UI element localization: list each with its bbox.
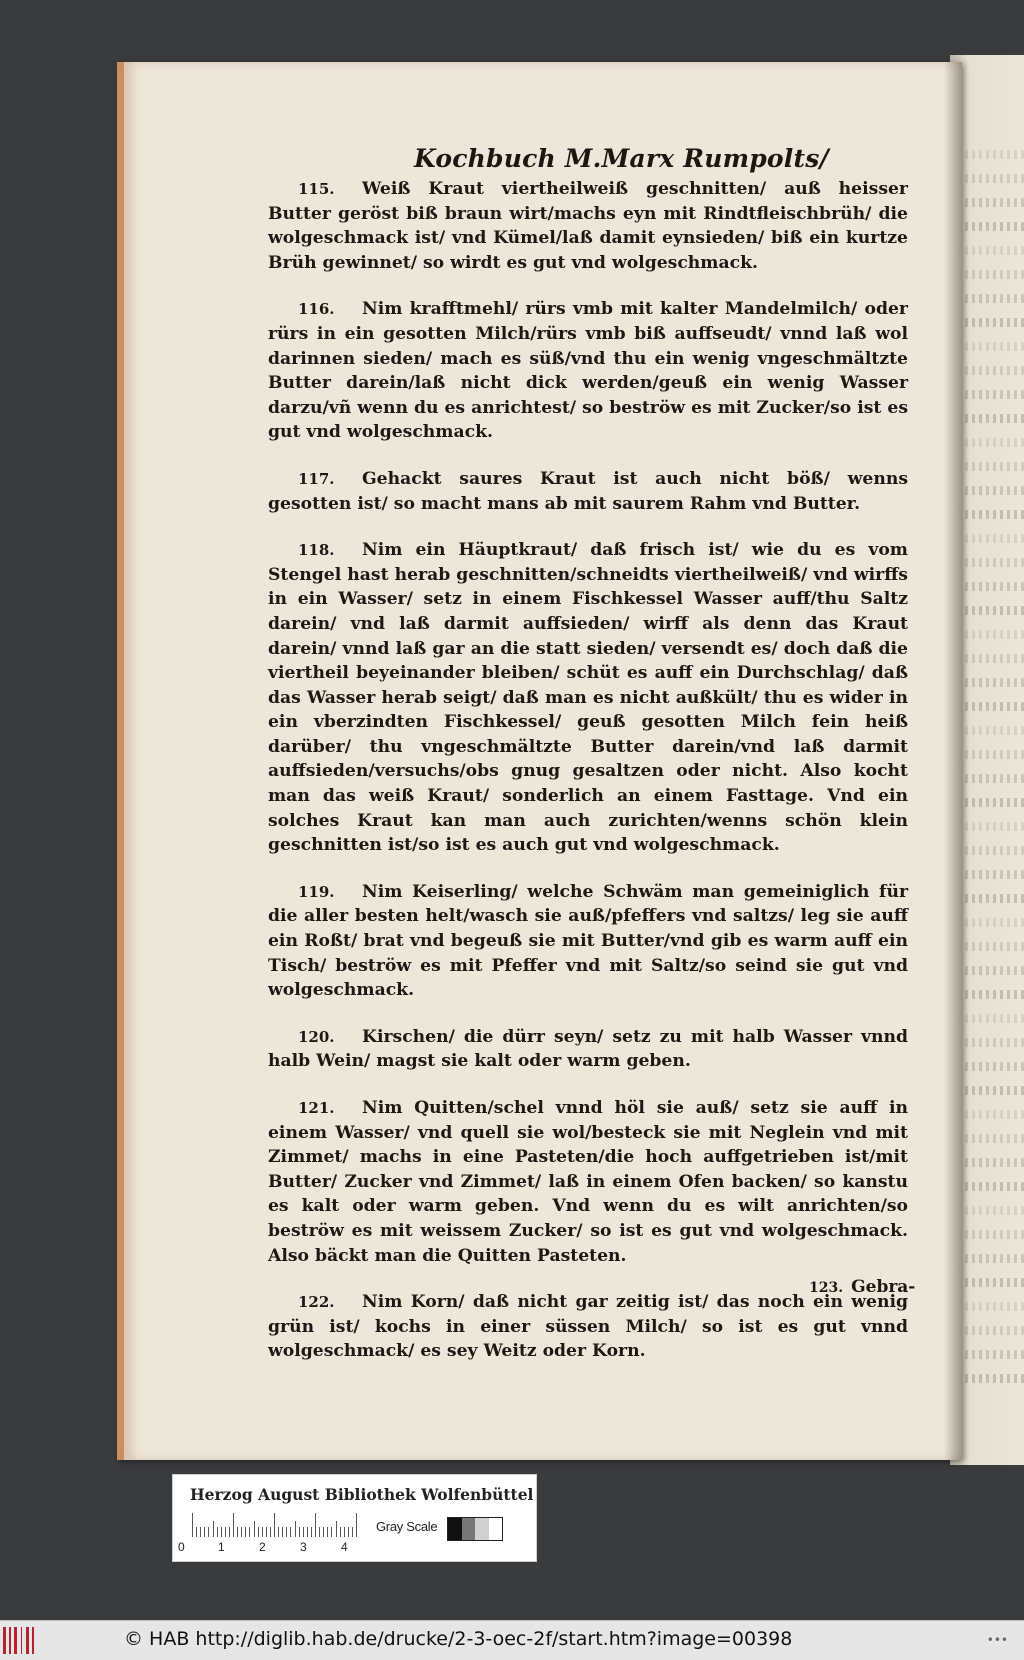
gray-swatch bbox=[448, 1518, 462, 1540]
opposite-page-text-line bbox=[958, 750, 1024, 759]
hab-barcode-logo-icon[interactable] bbox=[3, 1627, 47, 1654]
opposite-page-text-line bbox=[958, 582, 1024, 591]
recipe-text: Nim ein Häuptkraut/ daß frisch ist/ wie du es vom Stengel hast herab geschnitten/schneidts viertheilweiß/ vnd wirffs in ein Wasser/ setz in einem Fischkessel Wasser auff/thu Saltz darein/ vnd laß darmit auffsieden/ wirff als denn das Kraut darein/ vnnd laß gar an die statt sieden/ versendt es/ doch daß die viertheil beyeinander bleiben/ schüt es auff ein Durchschlag/ daß das Wasser herab seigt/ daß man es nicht außkült/ thu es wider in ein vberzindten Fischkessel/ geuß gesotten Milch fein heiß darüber/ thu vngeschmältzte Butter darein/vnd laß darmit auffsieden/versuchs/obs gnug gesaltzen oder nicht. Also kocht man das weiß Kraut/ sonderlich an einem Fasttage. Vnd ein solches Kraut kan man auch zurichten/wenns schön klein geschnitten ist/so ist es auch gut vnd wolgeschmack. bbox=[268, 540, 908, 856]
recipe-number: 118. bbox=[298, 541, 335, 560]
more-icon[interactable]: ••• bbox=[986, 1633, 1008, 1647]
opposite-page-text-line bbox=[958, 894, 1024, 903]
opposite-page-text-line bbox=[958, 510, 1024, 519]
ruler-tick bbox=[336, 1521, 337, 1537]
recipe-number: 120. bbox=[298, 1027, 335, 1046]
opposite-page-text-line bbox=[958, 342, 1024, 351]
gray-swatch bbox=[475, 1518, 489, 1540]
recipe-text-block bbox=[268, 177, 908, 1386]
opposite-page-text-line bbox=[958, 870, 1024, 879]
recipe-118 bbox=[268, 538, 908, 858]
opposite-page-text-line bbox=[958, 1254, 1024, 1263]
catchword-number: 123. bbox=[809, 1280, 844, 1296]
opposite-page-text-line bbox=[958, 390, 1024, 399]
opposite-page-text-line bbox=[958, 294, 1024, 303]
ruler-tick bbox=[217, 1527, 218, 1537]
opposite-page-text-line bbox=[958, 198, 1024, 207]
catchword bbox=[809, 1277, 915, 1297]
ruler-tick bbox=[278, 1527, 279, 1537]
ruler-tick bbox=[249, 1527, 250, 1537]
opposite-page-text-line bbox=[958, 1326, 1024, 1335]
gray-swatch bbox=[489, 1518, 503, 1540]
opposite-page-text-line bbox=[958, 1350, 1024, 1359]
opposite-page-text-line bbox=[958, 678, 1024, 687]
recipe-text: Nim Quitten/schel vnnd höl sie auß/ setz sie auff in einem Wasser/ vnd quell sie wol/besteck sie mit Neglein vnd mit Zimmet/ machs in eine Pasteten/die hoch auffgetrieben ist/mit Butter/ Zucker vnd Zimmet/ laß in einem Ofen backen/ so kanstu es kalt oder warm geben. Vnd wenn du es wilt anrichten/so beströw es mit weissem Zucker/ so ist es gut vnd wolgeschmack. Also bäckt man die Quitten Pasteten. bbox=[268, 1098, 908, 1266]
ruler-tick bbox=[274, 1513, 275, 1537]
ruler-tick bbox=[254, 1521, 255, 1537]
opposite-page-text-line bbox=[958, 822, 1024, 831]
logo-bar bbox=[26, 1627, 29, 1654]
ruler-label-1: 1 bbox=[218, 1540, 225, 1554]
opposite-page-text-line bbox=[958, 942, 1024, 951]
opposite-page-text-line bbox=[958, 846, 1024, 855]
opposite-page-text-line bbox=[958, 366, 1024, 375]
opposite-page-text-line bbox=[958, 798, 1024, 807]
opposite-page-text-line bbox=[958, 702, 1024, 711]
gray-scale-label: Gray Scale bbox=[376, 1519, 438, 1534]
ruler-tick bbox=[352, 1527, 353, 1537]
ruler-tick bbox=[204, 1527, 205, 1537]
opposite-page-text-line bbox=[958, 1014, 1024, 1023]
opposite-page-text-line bbox=[958, 1374, 1024, 1383]
ruler-tick bbox=[282, 1527, 283, 1537]
opposite-page-text-line bbox=[958, 630, 1024, 639]
ruler-tick bbox=[221, 1527, 222, 1537]
ruler-tick bbox=[229, 1527, 230, 1537]
ruler-tick bbox=[331, 1527, 332, 1537]
recipe-115 bbox=[268, 177, 908, 275]
opposite-page-text-line bbox=[958, 606, 1024, 615]
ruler-tick bbox=[311, 1527, 312, 1537]
recipe-number: 122. bbox=[298, 1293, 335, 1312]
recipe-122 bbox=[268, 1290, 908, 1364]
copyright-url-text: © HAB http://diglib.hab.de/drucke/2-3-oec-2f/start.htm?image=00398 bbox=[124, 1628, 793, 1650]
opposite-page-text-line bbox=[958, 654, 1024, 663]
recipe-text: Nim Keiserling/ welche Schwäm man gemeiniglich für die aller besten helt/wasch sie auß/pfeffers vnd saltzs/ leg sie auff ein Roßt/ brat vnd begeuß sie mit Butter/vnd gib es warm auff ein Tisch/ beströw es mit Pfeffer vnd mit Saltz/so seind sie gut vnd wolgeschmack. bbox=[268, 881, 908, 1001]
opposite-page-text-line bbox=[958, 534, 1024, 543]
recipe-121 bbox=[268, 1096, 908, 1268]
opposite-page-text-line bbox=[958, 414, 1024, 423]
opposite-page-text-line bbox=[958, 1038, 1024, 1047]
recipe-number: 116. bbox=[298, 300, 335, 319]
opposite-page-text-line bbox=[958, 438, 1024, 447]
opposite-page-text-line bbox=[958, 1230, 1024, 1239]
opposite-page-text-line bbox=[958, 558, 1024, 567]
recipe-number: 121. bbox=[298, 1099, 335, 1117]
library-name: Herzog August Bibliothek Wolfenbüttel bbox=[190, 1485, 534, 1504]
book-page bbox=[117, 62, 962, 1460]
opposite-page-text-line bbox=[958, 1206, 1024, 1215]
ruler-tick bbox=[270, 1527, 271, 1537]
logo-bar bbox=[14, 1627, 17, 1654]
status-bar bbox=[0, 1620, 1024, 1660]
ruler-tick bbox=[208, 1527, 209, 1537]
opposite-page-text-line bbox=[958, 486, 1024, 495]
recipe-120 bbox=[268, 1025, 908, 1074]
color-scale-card bbox=[172, 1474, 537, 1562]
recipe-text: Nim krafftmehl/ rürs vmb mit kalter Mandelmilch/ oder rürs in ein gesotten Milch/rürs vmb biß auffseudt/ vnnd laß wol darinnen sieden/ mach es süß/vnd thu ein wenig vngeschmältzte Butter darein/laß nicht dick werden/geuß ein wenig Wasser darzu/vñ wenn du es anrichtest/ so beströw es mit Zucker/so ist es gut vnd wolgeschmack. bbox=[268, 299, 908, 443]
catchword-text: Gebra- bbox=[851, 1277, 916, 1297]
page-fold-shadow bbox=[944, 62, 962, 1460]
ruler-tick bbox=[233, 1513, 234, 1537]
opposite-page-text-line bbox=[958, 150, 1024, 159]
ruler-tick bbox=[245, 1527, 246, 1537]
ruler-tick bbox=[225, 1527, 226, 1537]
ruler-label-2: 2 bbox=[259, 1540, 266, 1554]
running-head: Kochbuch M.Marx Rumpolts/ bbox=[414, 144, 829, 173]
gray-scale-bar bbox=[447, 1517, 503, 1541]
opposite-page-text-line bbox=[958, 270, 1024, 279]
recipe-117 bbox=[268, 467, 908, 516]
ruler-tick bbox=[237, 1527, 238, 1537]
opposite-page-text-line bbox=[958, 1278, 1024, 1287]
recipe-116 bbox=[268, 297, 908, 445]
ruler-tick bbox=[323, 1527, 324, 1537]
ruler-tick bbox=[307, 1527, 308, 1537]
opposite-page-text-line bbox=[958, 966, 1024, 975]
opposite-page-text-line bbox=[958, 990, 1024, 999]
opposite-page-text-line bbox=[958, 222, 1024, 231]
ruler-icon bbox=[192, 1513, 362, 1537]
opposite-page-text-line bbox=[958, 1158, 1024, 1167]
opposite-page-text-line bbox=[958, 1182, 1024, 1191]
ruler-tick bbox=[299, 1527, 300, 1537]
logo-bar bbox=[3, 1627, 6, 1654]
ruler-tick bbox=[295, 1521, 296, 1537]
opposite-page-text-line bbox=[958, 1062, 1024, 1071]
logo-bar bbox=[32, 1627, 34, 1654]
opposite-page-text-line bbox=[958, 1110, 1024, 1119]
ruler-tick bbox=[340, 1527, 341, 1537]
logo-bar bbox=[21, 1627, 22, 1654]
logo-bar bbox=[9, 1627, 11, 1654]
ruler-label-3: 3 bbox=[300, 1540, 307, 1554]
opposite-page-text-line bbox=[958, 318, 1024, 327]
recipe-text: Nim Korn/ daß nicht gar zeitig ist/ das noch ein wenig grün ist/ kochs in einer süssen Milch/ so ist es gut vnnd wolgeschmack/ es sey Weitz oder Korn. bbox=[268, 1292, 908, 1362]
opposite-page-text-line bbox=[958, 246, 1024, 255]
recipe-text: Kirschen/ die dürr seyn/ setz zu mit halb Wasser vnnd halb Wein/ magst sie kalt oder warm geben. bbox=[268, 1026, 908, 1072]
ruler-tick bbox=[266, 1527, 267, 1537]
ruler-tick bbox=[213, 1521, 214, 1537]
ruler-tick bbox=[262, 1527, 263, 1537]
ruler-tick bbox=[319, 1527, 320, 1537]
ruler-tick bbox=[192, 1513, 193, 1537]
ruler-tick bbox=[241, 1527, 242, 1537]
opposite-page-text-line bbox=[958, 918, 1024, 927]
recipe-number: 119. bbox=[298, 882, 335, 901]
recipe-text: Weiß Kraut viertheilweiß geschnitten/ auß heisser Butter geröst biß braun wirt/machs eyn mit Rindtfleischbrüh/ die wolgeschmack ist/ vnd Kümel/laß damit eynsieden/ biß ein kurtze Brüh gewinnet/ so wirdt es gut vnd wolgeschmack. bbox=[268, 179, 908, 273]
ruler-tick bbox=[356, 1513, 357, 1537]
gray-swatch bbox=[462, 1518, 476, 1540]
recipe-text: Gehackt saures Kraut ist auch nicht böß/ wenns gesotten ist/ so macht mans ab mit saurem Rahm vnd Butter. bbox=[268, 468, 908, 514]
ruler-tick bbox=[344, 1527, 345, 1537]
opposite-page-text-line bbox=[958, 774, 1024, 783]
recipe-119 bbox=[268, 880, 908, 1003]
ruler-tick bbox=[286, 1527, 287, 1537]
opposite-page-text-line bbox=[958, 1134, 1024, 1143]
ruler-tick bbox=[200, 1527, 201, 1537]
ruler-tick bbox=[290, 1527, 291, 1537]
ruler-tick bbox=[315, 1513, 316, 1537]
ruler-label-0: 0 bbox=[178, 1540, 185, 1554]
recipe-number: 115. bbox=[298, 180, 335, 198]
opposite-page-text-line bbox=[958, 1086, 1024, 1095]
opposite-page-text-line bbox=[958, 1302, 1024, 1311]
recipe-number: 117. bbox=[298, 469, 335, 488]
opposite-page-text-line bbox=[958, 726, 1024, 735]
opposite-page-text-line bbox=[958, 462, 1024, 471]
ruler-label-4: 4 bbox=[341, 1540, 348, 1554]
ruler-tick bbox=[303, 1527, 304, 1537]
opposite-page-text-line bbox=[958, 174, 1024, 183]
ruler-tick bbox=[258, 1527, 259, 1537]
ruler-tick bbox=[196, 1527, 197, 1537]
ruler-tick bbox=[327, 1527, 328, 1537]
ruler-tick bbox=[348, 1527, 349, 1537]
